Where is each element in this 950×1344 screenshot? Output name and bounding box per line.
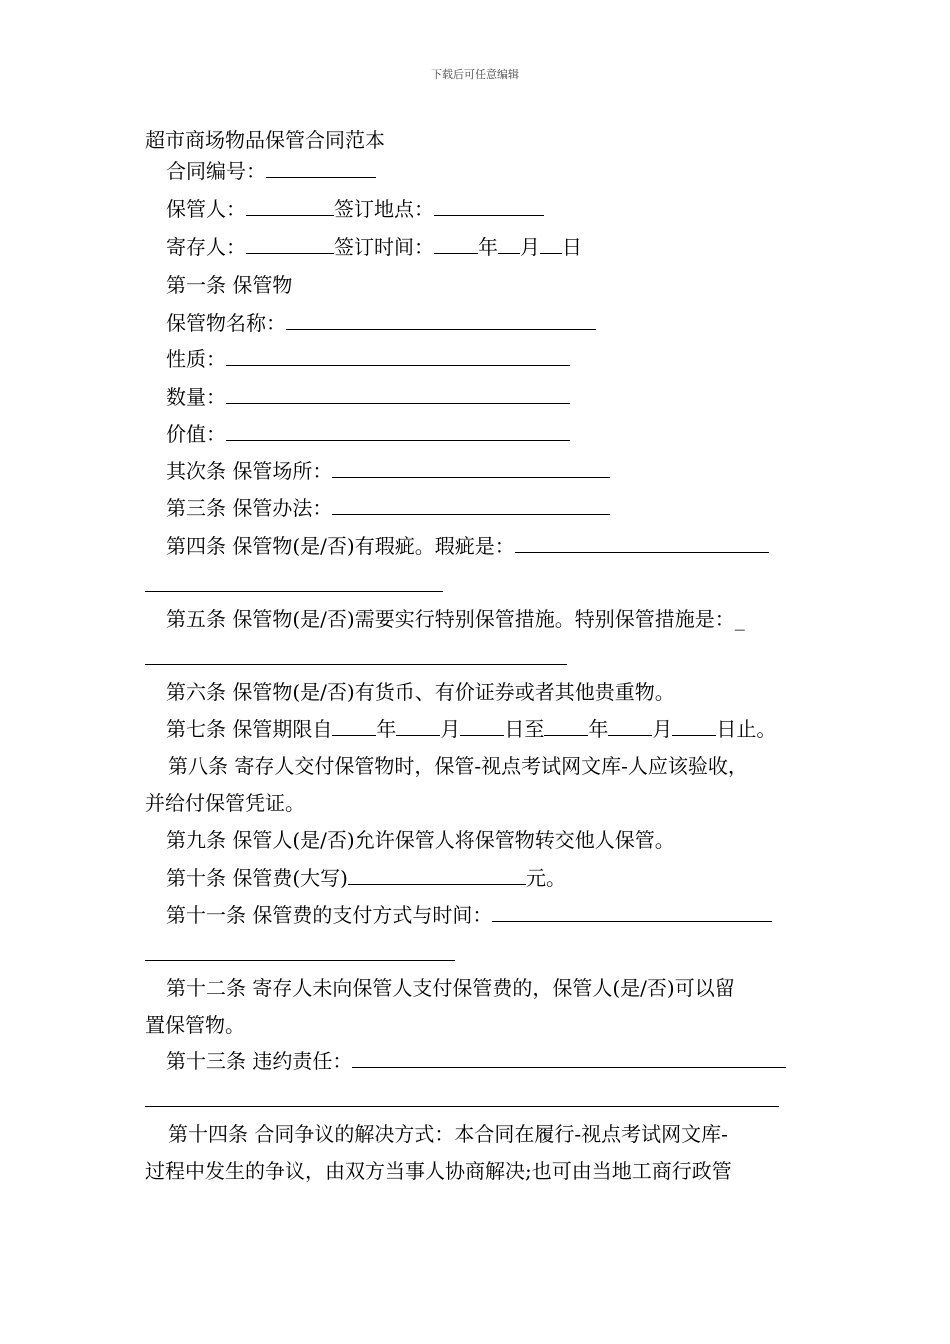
article-1-nature-line <box>166 346 570 372</box>
article-1-name-line <box>166 310 596 336</box>
article-10-prefix: 第十条 保管费(大写) <box>166 866 348 890</box>
article-13-continuation-rule[interactable] <box>145 1106 779 1107</box>
article-5-line: 第五条 保管物(是/否)需要实行特别保管措施。特别保管措施是：_ <box>166 607 745 631</box>
article-14-line-1: 第十四条 合同争议的解决方式：本合同在履行-视点考试网文库- <box>168 1122 728 1146</box>
month-label: 月 <box>520 235 540 259</box>
article-13-label: 第十三条 违约责任： <box>166 1049 353 1073</box>
article-14-line-2: 过程中发生的争议，由双方当事人协商解决;也可由当地工商行政管 <box>145 1159 732 1183</box>
article-7-prefix: 第七条 保管期限自 <box>166 717 333 741</box>
end-day-blank[interactable] <box>672 717 716 736</box>
document-title: 超市商场物品保管合同范本 <box>145 128 385 152</box>
liability-blank[interactable] <box>352 1049 786 1068</box>
article-12-line-2: 置保管物。 <box>145 1013 245 1037</box>
sign-time-label: 签订时间： <box>334 235 434 259</box>
end-year-blank[interactable] <box>544 717 588 736</box>
end-year-label: 年 <box>588 717 609 741</box>
item-name-label: 保管物名称： <box>166 311 286 335</box>
article-1-value-line <box>166 421 570 447</box>
depositor-blank[interactable] <box>246 235 334 254</box>
article-1-heading: 第一条 保管物 <box>166 273 293 297</box>
depositor-line <box>166 234 582 260</box>
item-quantity-blank[interactable] <box>226 385 570 404</box>
article-6-line: 第六条 保管物(是/否)有货币、有价证券或者其他贵重物。 <box>166 680 675 704</box>
sign-day-blank[interactable] <box>540 235 562 254</box>
payment-method-blank[interactable] <box>492 903 772 922</box>
sign-place-blank[interactable] <box>434 197 544 216</box>
start-month-blank[interactable] <box>396 717 440 736</box>
sign-place-label: 签订地点： <box>334 197 434 221</box>
end-month-label: 月 <box>652 717 673 741</box>
article-11-line <box>166 902 772 928</box>
article-9-line: 第九条 保管人(是/否)允许保管人将保管物转交他人保管。 <box>166 828 675 852</box>
custodian-line <box>166 196 544 222</box>
article-13-line <box>166 1048 786 1074</box>
contract-number-blank[interactable] <box>266 159 376 178</box>
article-3-line <box>166 495 610 521</box>
article-2-line <box>166 458 610 484</box>
start-month-label: 月 <box>440 717 461 741</box>
article-5-continuation-rule[interactable] <box>145 664 567 665</box>
contract-number-label: 合同编号： <box>166 159 266 183</box>
item-quantity-label: 数量： <box>166 385 226 409</box>
article-12-line-1: 第十二条 寄存人未向保管人支付保管费的，保管人(是/否)可以留 <box>166 976 735 1000</box>
start-day-blank[interactable] <box>460 717 504 736</box>
item-value-label: 价值： <box>166 422 226 446</box>
item-nature-blank[interactable] <box>226 347 570 366</box>
article-10-line <box>166 865 566 891</box>
start-year-label: 年 <box>376 717 397 741</box>
sign-year-blank[interactable] <box>434 235 478 254</box>
day-label: 日 <box>562 235 582 259</box>
contract-number-line <box>166 158 376 184</box>
item-name-blank[interactable] <box>286 311 596 330</box>
article-2-label: 其次条 保管场所： <box>166 459 333 483</box>
item-nature-label: 性质： <box>166 347 226 371</box>
defect-blank[interactable] <box>515 534 769 553</box>
year-label: 年 <box>478 235 498 259</box>
start-year-blank[interactable] <box>332 717 376 736</box>
article-10-suffix: 元。 <box>525 866 566 890</box>
article-4-continuation-rule[interactable] <box>145 591 443 592</box>
article-11-label: 第十一条 保管费的支付方式与时间： <box>166 903 493 927</box>
article-4-line <box>166 533 769 559</box>
article-7-end: 日止。 <box>716 717 777 741</box>
article-3-label: 第三条 保管办法： <box>166 496 333 520</box>
storage-place-blank[interactable] <box>332 459 610 478</box>
depositor-label: 寄存人： <box>166 235 246 259</box>
article-4-label: 第四条 保管物(是/否)有瑕疵。瑕疵是： <box>166 534 515 558</box>
sign-month-blank[interactable] <box>498 235 520 254</box>
article-8-line-1: 第八条 寄存人交付保管物时，保管-视点考试网文库-人应该验收， <box>168 754 748 778</box>
custodian-blank[interactable] <box>246 197 334 216</box>
fee-amount-blank[interactable] <box>348 866 526 885</box>
custodian-label: 保管人： <box>166 197 246 221</box>
storage-method-blank[interactable] <box>332 496 610 515</box>
header-note: 下载后可任意编辑 <box>431 68 519 81</box>
item-value-blank[interactable] <box>226 422 570 441</box>
article-8-line-2: 并给付保管凭证。 <box>145 791 305 815</box>
article-7-to: 日至 <box>504 717 545 741</box>
article-7-line <box>166 716 776 742</box>
article-11-continuation-rule[interactable] <box>145 960 455 961</box>
article-1-quantity-line <box>166 384 570 410</box>
end-month-blank[interactable] <box>608 717 652 736</box>
